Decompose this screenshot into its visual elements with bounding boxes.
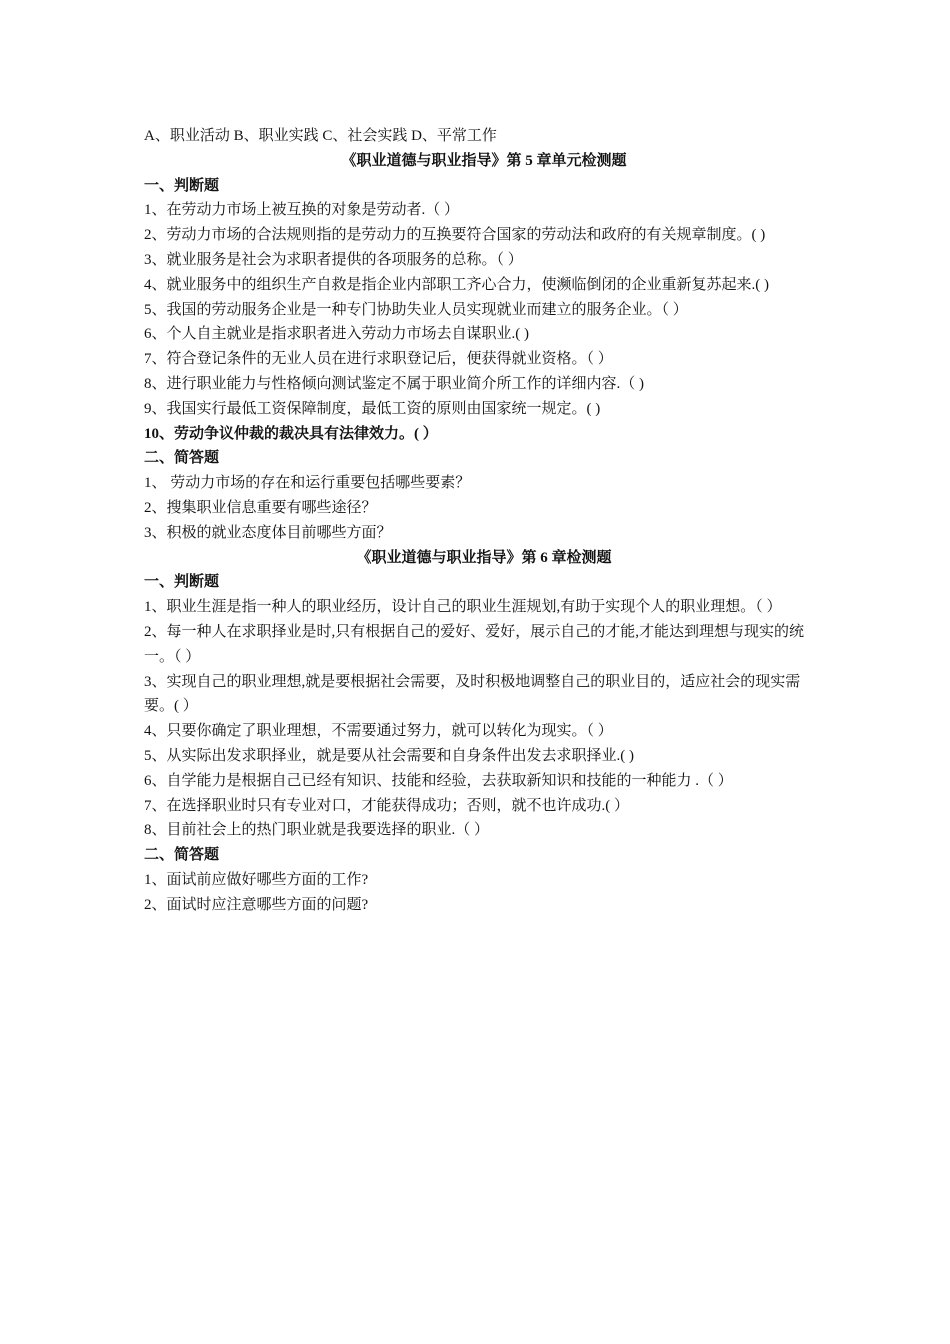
chapter5-judge-item: 4、就业服务中的组织生产自救是指企业内部职工齐心合力，使濒临倒闭的企业重新复苏起来.( )	[144, 276, 769, 293]
chapter6-judge-item: 6、自学能力是根据自己已经有知识、技能和经验，去获取新知识和技能的一种能力 .（ ）	[144, 772, 733, 789]
chapter5-short-item: 2、搜集职业信息重要有哪些途径？	[144, 499, 377, 516]
chapter5-judge-item-10: 10、劳动争议仲裁的裁决具有法律效力。( ）	[144, 425, 438, 442]
chapter5-judge-item: 5、我国的劳动服务企业是一种专门协助失业人员实现就业而建立的服务企业。（ ）	[144, 301, 688, 318]
chapter5-short-heading: 二、简答题	[144, 450, 220, 467]
chapter5-title: 《职业道德与职业指导》第 5 章单元检测题	[341, 152, 627, 169]
chapter6-short-item: 1、面试前应做好哪些方面的工作?	[144, 871, 369, 888]
chapter5-judge-item: 7、符合登记条件的无业人员在进行求职登记后，便获得就业资格。（ ）	[144, 351, 613, 368]
document-page	[144, 124, 824, 918]
chapter5-judge-item: 1、在劳动力市场上被互换的对象是劳动者.（ ）	[144, 202, 460, 219]
chapter5-judge-item: 6、个人自主就业是指求职者进入劳动力市场去自谋职业.( )	[144, 326, 529, 343]
chapter6-judge-item: 1、职业生涯是指一种人的职业经历，设计自己的职业生涯规划,有助于实现个人的职业理想。（ ）	[144, 599, 782, 616]
chapter5-judge-item: 9、我国实行最低工资保障制度，最低工资的原则由国家统一规定。( )	[144, 400, 601, 417]
chapter6-short-heading: 二、简答题	[144, 847, 220, 864]
chapter6-judge-item: 5、从实际出发求职择业，就是要从社会需要和自身条件出发去求职择业.( )	[144, 747, 634, 764]
chapter6-judge-item: 7、在选择职业时只有专业对口，才能获得成功；否则，就不也许成功.( ）	[144, 797, 629, 814]
chapter6-judge-heading: 一、判断题	[144, 574, 220, 591]
chapter5-judge-item: 2、劳动力市场的合法规则指的是劳动力的互换要符合国家的劳动法和政府的有关规章制度。( )	[144, 227, 766, 244]
chapter5-short-item: 3、积极的就业态度体目前哪些方面？	[144, 524, 392, 541]
chapter6-judge-item: 8、目前社会上的热门职业就是我要选择的职业.（ ）	[144, 822, 490, 839]
chapter6-title: 《职业道德与职业指导》第 6 章检测题	[356, 549, 612, 566]
chapter6-judge-item: 4、只要你确定了职业理想，不需要通过努力，就可以转化为现实。（ ）	[144, 723, 613, 740]
chapter6-judge-item: 3、实现自己的职业理想,就是要根据社会需要，及时积极地调整自己的职业目的，适应社会的现实需要。( ）	[144, 673, 801, 715]
chapter5-short-item: 1、 劳动力市场的存在和运行重要包括哪些要素？	[144, 475, 471, 492]
options-line: A、职业活动 B、职业实践 C、社会实践 D、平常工作	[144, 128, 497, 144]
chapter5-judge-heading: 一、判断题	[144, 177, 220, 194]
chapter5-judge-item: 3、就业服务是社会为求职者提供的各项服务的总称。（ ）	[144, 251, 523, 268]
chapter6-short-item: 2、面试时应注意哪些方面的问题?	[144, 896, 369, 913]
chapter5-judge-item: 8、进行职业能力与性格倾向测试鉴定不属于职业简介所工作的详细内容.（ )	[144, 375, 644, 392]
chapter6-judge-item: 2、每一种人在求职择业是时,只有根据自己的爱好、爱好，展示自己的才能,才能达到理想与现实的统一。（ ）	[144, 623, 805, 665]
